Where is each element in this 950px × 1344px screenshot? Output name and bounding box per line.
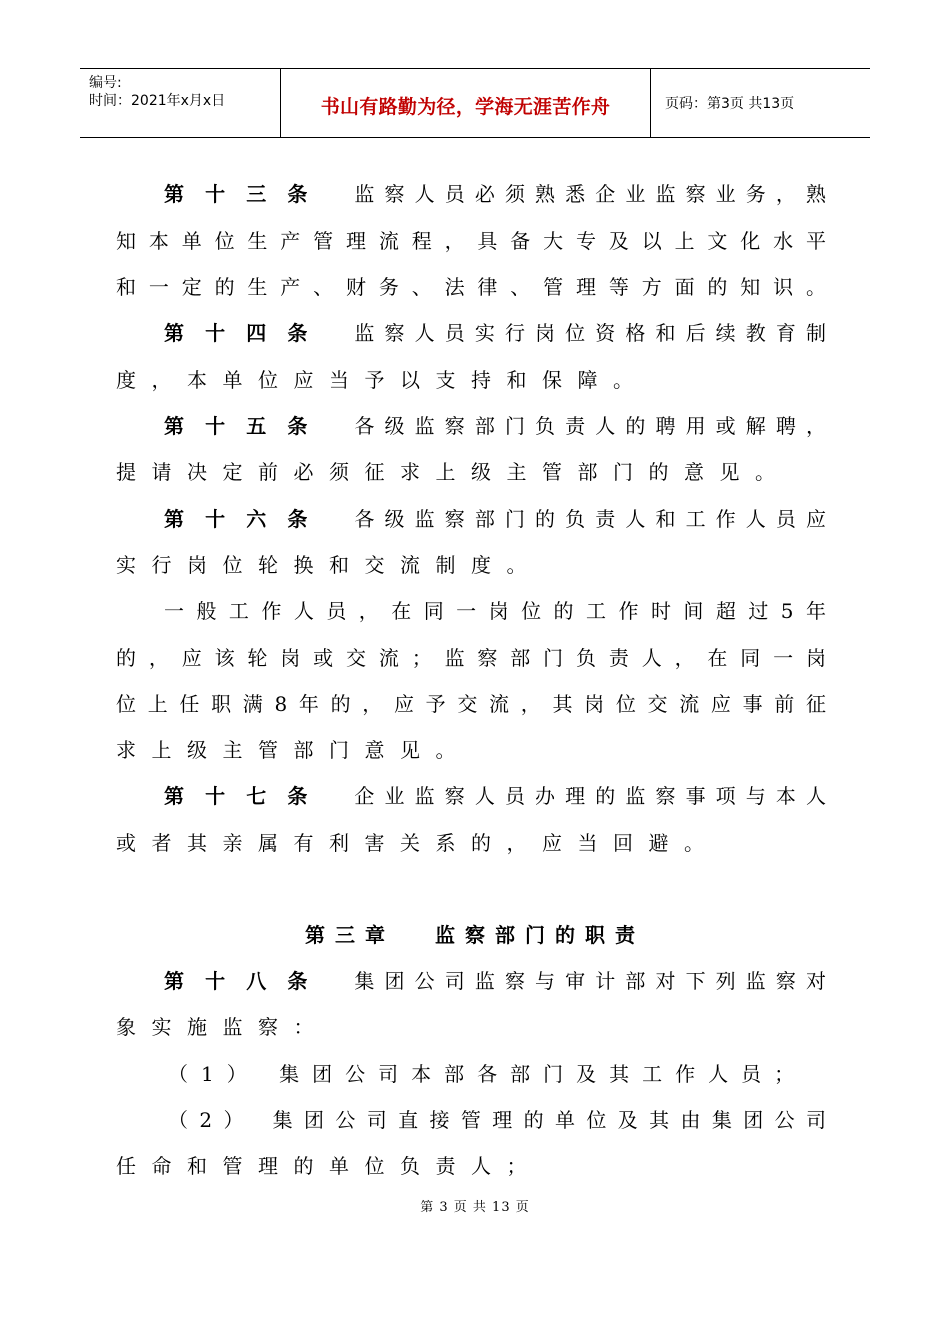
document-number: 编号: <box>89 75 122 91</box>
header-meta <box>80 69 281 137</box>
chapter-heading <box>0 921 950 949</box>
paragraph-16-line-2: 的，应该轮岗或交流；监察部门负责人，在同一岗 <box>116 646 826 670</box>
article-13-line-2: 知本单位生产管理流程，具备大专及以上文化水平 <box>116 229 826 253</box>
paragraph-16-line-4: 求上级主管部门意见。 <box>116 738 471 762</box>
list-item-2-line-1: （2） 集团公司直接管理的单位及其由集团公司 <box>168 1108 826 1132</box>
header-page-info: 页码：第3页 共13页 <box>665 96 795 112</box>
article-16-title: 第十六条 <box>164 507 329 531</box>
article-14-text-1: 监察人员实行岗位资格和后续教育制 <box>354 321 827 345</box>
article-17-line-2: 或者其亲属有利害关系的，应当回避。 <box>116 831 720 855</box>
chapter-number: 第三章 <box>305 923 395 947</box>
article-13-line-3: 和一定的生产、财务、法律、管理等方面的知识。 <box>116 275 826 299</box>
article-17-line-1 <box>164 782 826 810</box>
article-17-title: 第十七条 <box>164 784 329 808</box>
article-15-text-1: 各级监察部门负责人的聘用或解聘， <box>354 414 827 438</box>
chapter-title: 监察部门的职责 <box>435 923 645 947</box>
document-date: 时间：2021年x月x日 <box>89 93 226 109</box>
article-16-line-2: 实行岗位轮换和交流制度。 <box>116 553 542 577</box>
article-14-line-2: 度，本单位应当予以支持和保障。 <box>116 368 649 392</box>
article-13-line-1 <box>164 180 826 208</box>
article-13-text-1: 监察人员必须熟悉企业监察业务，熟 <box>354 182 827 206</box>
list-item-1: （1） 集团公司本部各部门及其工作人员； <box>168 1062 808 1086</box>
article-17-text-1: 企业监察人员办理的监察事项与本人 <box>354 784 827 808</box>
article-16-line-1 <box>164 505 826 533</box>
article-14-title: 第十四条 <box>164 321 329 345</box>
article-15-title: 第十五条 <box>164 414 329 438</box>
article-14-line-1 <box>164 319 826 347</box>
header-page-cell <box>651 69 870 137</box>
article-18-title: 第十八条 <box>164 969 329 993</box>
header-motto: 书山有路勤为径，学海无涯苦作舟 <box>320 96 611 118</box>
header-motto-cell <box>281 69 651 137</box>
paragraph-16-line-3: 位上任职满8年的，应予交流，其岗位交流应事前征 <box>116 692 826 716</box>
article-16-text-1: 各级监察部门的负责人和工作人员应 <box>354 507 827 531</box>
article-15-line-1 <box>164 412 826 440</box>
article-13-title: 第十三条 <box>164 182 329 206</box>
list-item-2-line-2: 任命和管理的单位负责人； <box>116 1154 542 1178</box>
article-18-line-2: 象实施监察： <box>116 1015 329 1039</box>
article-18-text-1: 集团公司监察与审计部对下列监察对 <box>354 969 827 993</box>
page-footer: 第 3 页 共 13 页 <box>420 1200 530 1215</box>
page-header <box>80 68 870 138</box>
article-15-line-2: 提请决定前必须征求上级主管部门的意见。 <box>116 460 791 484</box>
paragraph-16-line-1: 一般工作人员，在同一岗位的工作时间超过5年 <box>164 599 826 623</box>
article-18-line-1 <box>164 967 826 995</box>
